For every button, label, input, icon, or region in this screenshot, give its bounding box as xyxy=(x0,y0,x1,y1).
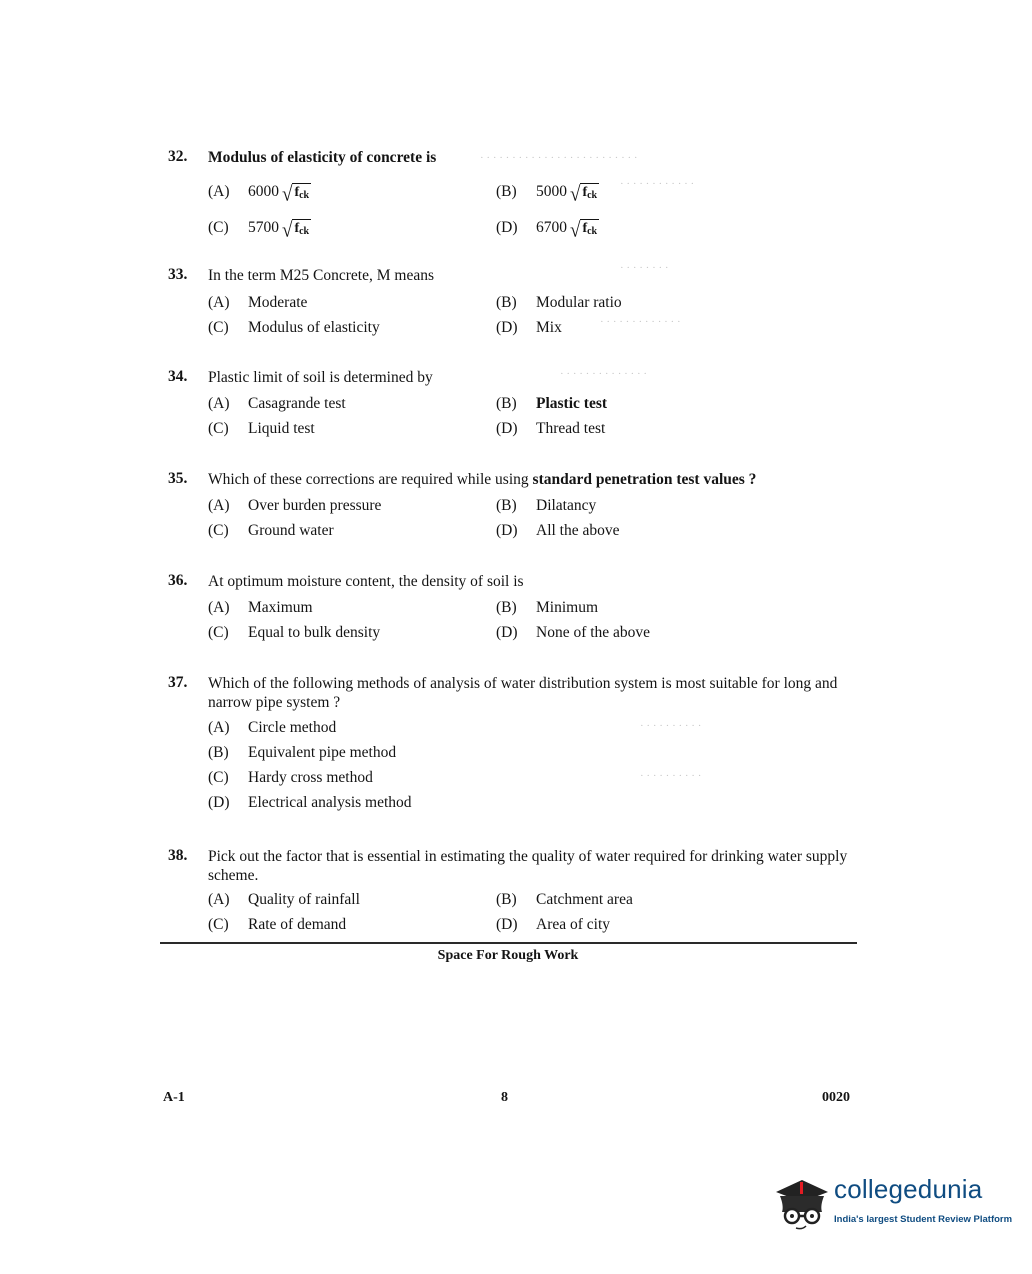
option-b: (B) Plastic test xyxy=(496,394,608,412)
option-b: (B) Minimum xyxy=(496,598,599,616)
option-a: (A) 6000 √ $f_{ck}$ xyxy=(208,182,310,206)
square-root-icon: √ $f_{ck}$ xyxy=(282,218,310,242)
option-b: (B) Equivalent pipe method xyxy=(208,743,397,761)
question-text: In the term M25 Concrete, M means xyxy=(208,267,434,284)
square-root-icon: √ $f_{ck}$ xyxy=(570,182,598,206)
option-c: (C) Rate of demand xyxy=(208,915,347,933)
bleed-through-text: · · · · · · · · · · · · · · · · · · · · · · · · · xyxy=(480,152,638,164)
question-36 xyxy=(168,572,868,645)
option-a: (A) Quality of rainfall xyxy=(208,890,360,908)
option-d: (D) Area of city xyxy=(496,915,611,933)
question-number: 38. xyxy=(168,847,188,864)
question-text: Plastic limit of soil is determined by xyxy=(208,369,433,386)
option-d: (D) 6700 √ $f_{ck}$ xyxy=(496,218,598,242)
option-c: (C) Liquid test xyxy=(208,419,315,437)
option-b: (B) Modular ratio xyxy=(496,293,622,311)
option-c: (C) Hardy cross method xyxy=(208,768,373,786)
option-a: (A) Maximum xyxy=(208,598,313,616)
question-33 xyxy=(168,266,868,340)
question-38 xyxy=(168,847,868,937)
option-d: (D) None of the above xyxy=(496,623,651,641)
question-text: Which of the following methods of analysis of water distribution system is most suitable for long and narrow pipe system ? xyxy=(208,675,838,711)
brand-name: collegedunia xyxy=(834,1174,983,1204)
question-32 xyxy=(168,148,868,247)
question-number: 32. xyxy=(168,148,188,165)
mascot-icon xyxy=(770,1172,832,1232)
question-text: Pick out the factor that is essential in estimating the quality of water required for drinking water supply scheme. xyxy=(208,848,848,884)
series-code: 0020 xyxy=(822,1090,850,1105)
question-number: 33. xyxy=(168,266,188,283)
question-text: Which of these corrections are required while using standard penetration test values ? xyxy=(208,471,757,488)
rough-work-label: Space For Rough Work xyxy=(437,948,579,963)
option-a: (A) Casagrande test xyxy=(208,394,346,412)
bleed-through-text: · · · · · · · · · · xyxy=(640,770,702,782)
option-a: (A) Over burden pressure xyxy=(208,496,382,514)
question-number: 36. xyxy=(168,572,188,589)
question-35 xyxy=(168,470,868,543)
option-c: (C) Modulus of elasticity xyxy=(208,318,380,336)
square-root-icon: √ $f_{ck}$ xyxy=(570,218,598,242)
square-root-icon: √ $f_{ck}$ xyxy=(282,182,310,206)
question-text: At optimum moisture content, the density of soil is xyxy=(208,573,524,590)
bleed-through-text: · · · · · · · · · · · · · xyxy=(600,316,681,328)
collegedunia-logo xyxy=(770,1172,1013,1232)
option-d: (D) All the above xyxy=(496,521,620,539)
option-a: (A) Circle method xyxy=(208,718,337,736)
bleed-through-text: · · · · · · · · · · · · xyxy=(620,178,695,190)
bleed-through-text: · · · · · · · · · · xyxy=(640,720,702,732)
bleed-through-text: · · · · · · · · · · · · · · xyxy=(560,368,648,380)
question-number: 35. xyxy=(168,470,188,487)
option-b: (B) Catchment area xyxy=(496,890,633,908)
page-number: 8 xyxy=(501,1090,508,1105)
bleed-through-text: · · · · · · · · xyxy=(620,262,669,274)
option-c: (C) 5700 √ $f_{ck}$ xyxy=(208,218,310,242)
paper-code: A-1 xyxy=(163,1090,185,1105)
option-d: (D) Electrical analysis method xyxy=(208,793,412,811)
divider-line xyxy=(160,942,857,944)
question-number: 37. xyxy=(168,674,188,691)
question-37 xyxy=(168,674,868,815)
option-c: (C) Ground water xyxy=(208,521,334,539)
brand-tagline: India's largest Student Review Platform xyxy=(834,1214,1013,1225)
option-d: (D) Thread test xyxy=(496,419,606,437)
option-b: (B) 5000 √ $f_{ck}$ xyxy=(496,182,598,206)
question-number: 34. xyxy=(168,368,188,385)
option-c: (C) Equal to bulk density xyxy=(208,623,381,641)
option-b: (B) Dilatancy xyxy=(496,496,597,514)
option-d: (D) Mix xyxy=(496,318,562,336)
question-text: Modulus of elasticity of concrete is xyxy=(208,149,437,166)
option-a: (A) Moderate xyxy=(208,293,308,311)
question-34 xyxy=(168,368,868,441)
